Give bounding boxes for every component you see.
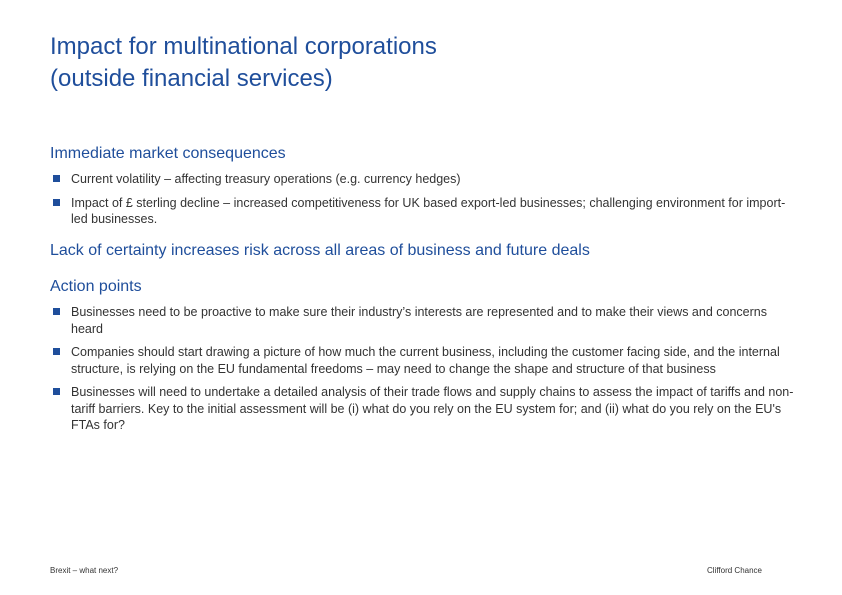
bullet-text: Companies should start drawing a picture of how much the current business, including the customer facing side, and the internal structure, is relying on the EU fundamental freedoms – may need to change the shape and structure of that business [71,345,780,376]
section-heading-lack-of-certainty: Lack of certainty increases risk across all areas of business and future deals [50,242,590,259]
bullet-text: Businesses will need to undertake a detailed analysis of their trade flows and supply chains to assess the impact of tariffs and non-tariff barriers. Key to the initial assessment will be (i) what do you rely on the EU system for; and (ii) what do you rely on the EU's FTAs for? [71,385,794,432]
footer-brand-text: Clifford Chance [707,566,762,575]
slide-title: Impact for multinational corporations (outside financial services) [50,33,437,92]
list-item [50,171,795,188]
square-bullet-icon [53,175,60,182]
list-item [50,384,795,434]
bullet-text: Impact of £ sterling decline – increased competitiveness for UK based export-led businesses; challenging environment for import-led businesses. [71,195,786,226]
bullet-text: Businesses need to be proactive to make sure their industry’s interests are represented and to make their views and concerns heard [71,305,767,336]
section-heading-immediate-consequences: Immediate market consequences [50,145,286,162]
list-item [50,195,795,228]
bullet-text: Current volatility – affecting treasury operations (e.g. currency hedges) [71,172,461,186]
footer-left-text: Brexit – what next? [50,566,119,575]
square-bullet-icon [53,199,60,206]
bullet-list-action-points [50,304,795,434]
section-heading-action-points: Action points [50,278,142,295]
square-bullet-icon [53,348,60,355]
list-item [50,344,795,377]
square-bullet-icon [53,388,60,395]
square-bullet-icon [53,308,60,315]
list-item [50,304,795,337]
bullet-list-immediate-consequences [50,171,795,228]
